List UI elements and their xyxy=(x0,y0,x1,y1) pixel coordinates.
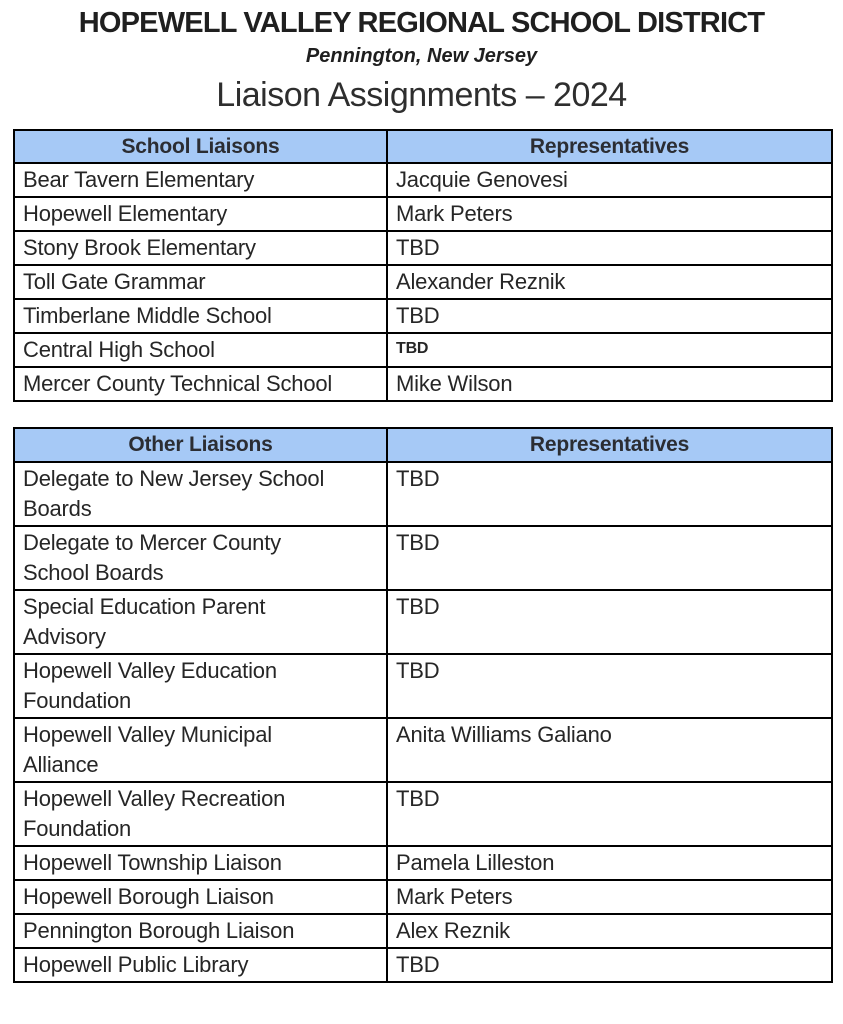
representative-cell xyxy=(387,526,832,590)
district-title: HOPEWELL VALLEY REGIONAL SCHOOL DISTRICT xyxy=(78,7,765,39)
liaison-label: Bear Tavern Elementary xyxy=(23,167,255,193)
liaison-label: Central High School xyxy=(23,337,215,363)
liaison-label: Hopewell Valley Recreation Foundation xyxy=(23,785,286,841)
representative-label: Mark Peters xyxy=(396,201,513,227)
column-header-other-liaisons: Other Liaisons xyxy=(14,428,387,461)
liaison-cell xyxy=(14,654,387,718)
representative-cell xyxy=(387,333,832,367)
representative-label: TBD xyxy=(396,303,440,329)
table-row xyxy=(14,299,832,333)
table-row xyxy=(14,462,832,526)
liaison-label: Stony Brook Elementary xyxy=(23,235,256,261)
liaison-cell xyxy=(14,948,387,982)
column-header-representatives: Representatives xyxy=(387,428,832,461)
table-row xyxy=(14,782,832,846)
table-header-row xyxy=(14,130,832,163)
representative-label: Alex Reznik xyxy=(396,917,510,943)
liaison-label: Special Education Parent Advisory xyxy=(23,593,266,649)
representative-cell xyxy=(387,163,832,197)
table-row xyxy=(14,197,832,231)
representative-label: Jacquie Genovesi xyxy=(396,167,568,193)
table-row xyxy=(14,231,832,265)
representative-label: TBD xyxy=(396,465,440,491)
column-header-school-liaisons: School Liaisons xyxy=(14,130,387,163)
liaison-label: Mercer County Technical School xyxy=(23,371,333,397)
table-row xyxy=(14,880,832,914)
representative-cell xyxy=(387,265,832,299)
representative-label: Anita Williams Galiano xyxy=(396,721,612,747)
table-row xyxy=(14,163,832,197)
representative-cell xyxy=(387,914,832,948)
liaison-label: Delegate to Mercer County School Boards xyxy=(23,529,281,585)
liaison-label: Hopewell Valley Education Foundation xyxy=(23,657,277,713)
representative-cell xyxy=(387,367,832,401)
liaison-cell xyxy=(14,914,387,948)
liaison-cell xyxy=(14,197,387,231)
liaison-cell xyxy=(14,526,387,590)
liaison-cell xyxy=(14,231,387,265)
liaison-label: Hopewell Elementary xyxy=(23,201,228,227)
representative-label: TBD xyxy=(396,657,440,683)
liaison-cell xyxy=(14,462,387,526)
representative-cell xyxy=(387,948,832,982)
school-liaisons-table xyxy=(13,129,833,402)
representative-cell xyxy=(387,299,832,333)
liaison-label: Hopewell Valley Municipal Alliance xyxy=(23,721,272,777)
representative-label: Alexander Reznik xyxy=(396,269,566,295)
table-row xyxy=(14,265,832,299)
liaison-cell xyxy=(14,163,387,197)
liaison-label: Hopewell Township Liaison xyxy=(23,849,282,875)
liaison-cell xyxy=(14,782,387,846)
table-row xyxy=(14,846,832,880)
representative-label: TBD xyxy=(396,235,440,261)
representative-cell xyxy=(387,590,832,654)
representative-cell xyxy=(387,231,832,265)
liaison-cell xyxy=(14,718,387,782)
liaison-label: Toll Gate Grammar xyxy=(23,269,206,295)
table-row xyxy=(14,654,832,718)
table-header-row xyxy=(14,428,832,461)
representative-cell xyxy=(387,462,832,526)
representative-cell xyxy=(387,880,832,914)
table-row xyxy=(14,367,832,401)
liaison-label: Pennington Borough Liaison xyxy=(23,917,295,943)
representative-cell xyxy=(387,846,832,880)
representative-label: TBD xyxy=(396,593,440,619)
table-row xyxy=(14,590,832,654)
representative-label: Mark Peters xyxy=(396,883,513,909)
table-row xyxy=(14,526,832,590)
table-row xyxy=(14,914,832,948)
liaison-label: Timberlane Middle School xyxy=(23,303,272,329)
representative-label: Pamela Lilleston xyxy=(396,849,555,875)
representative-label: Mike Wilson xyxy=(396,371,513,397)
representative-cell xyxy=(387,197,832,231)
representative-label: TBD xyxy=(396,529,440,555)
table-row xyxy=(14,718,832,782)
liaison-cell xyxy=(14,880,387,914)
liaison-cell xyxy=(14,367,387,401)
representative-cell xyxy=(387,782,832,846)
representative-cell xyxy=(387,654,832,718)
liaison-cell xyxy=(14,299,387,333)
liaison-label: Delegate to New Jersey School Boards xyxy=(23,465,325,521)
liaison-cell xyxy=(14,590,387,654)
representative-label: TBD xyxy=(396,340,429,358)
liaison-label: Hopewell Public Library xyxy=(23,951,249,977)
liaison-label: Hopewell Borough Liaison xyxy=(23,883,274,909)
page-title: Liaison Assignments – 2024 xyxy=(216,76,627,115)
liaison-cell xyxy=(14,333,387,367)
table-row xyxy=(14,333,832,367)
column-header-representatives: Representatives xyxy=(387,130,832,163)
other-liaisons-table xyxy=(13,427,833,982)
table-row xyxy=(14,948,832,982)
district-location: Pennington, New Jersey xyxy=(305,45,538,68)
representative-label: TBD xyxy=(396,951,440,977)
representative-cell xyxy=(387,718,832,782)
liaison-cell xyxy=(14,846,387,880)
liaison-cell xyxy=(14,265,387,299)
representative-label: TBD xyxy=(396,785,440,811)
